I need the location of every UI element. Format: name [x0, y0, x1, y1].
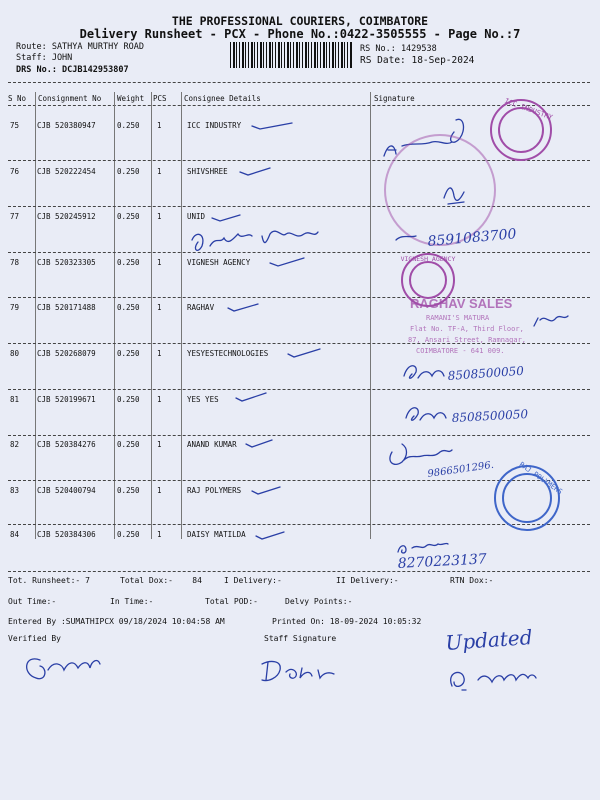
row-consignment: CJB 520384306 [37, 530, 96, 539]
row-pcs: 1 [157, 486, 162, 495]
ii-delivery: II Delivery:- [336, 576, 399, 585]
row-consignee: YES YES [187, 395, 219, 404]
row-weight: 0.250 [117, 486, 140, 495]
row-consignment: CJB 520268079 [37, 349, 96, 358]
row-pcs: 1 [157, 303, 162, 312]
row-consignment: CJB 520222454 [37, 167, 96, 176]
row-weight: 0.250 [117, 530, 140, 539]
row-weight: 0.250 [117, 303, 140, 312]
tick-mark [270, 258, 304, 266]
row-consignment: CJB 520400794 [37, 486, 96, 495]
row-weight: 0.250 [117, 440, 140, 449]
row-consignment: CJB 520380947 [37, 121, 96, 130]
route-label: Route: SATHYA MURTHY ROAD [16, 42, 144, 52]
updated-note: Updated [444, 624, 534, 655]
tick-mark [256, 532, 284, 539]
icc-industry-stamp [491, 97, 554, 160]
tick-mark [246, 440, 272, 447]
in-time: In Time:- [110, 597, 154, 606]
handwritten-phone: 8508500050 [447, 363, 525, 383]
rs-date: RS Date: 18-Sep-2024 [360, 55, 475, 66]
rs-number: RS No.: 1429538 [360, 44, 437, 54]
stamp-line: Flat No. TF-A, Third Floor, [410, 325, 524, 333]
row-pcs: 1 [157, 121, 162, 130]
row-sno: 77 [10, 212, 20, 221]
row-weight: 0.250 [117, 167, 140, 176]
row-sno: 82 [10, 440, 20, 449]
rtn-dox: RTN Dox:- [450, 576, 494, 585]
col-header-consignee: Consignee Details [184, 94, 261, 103]
total-pod: Total POD:- [205, 597, 258, 606]
row-consignment: CJB 520384276 [37, 440, 96, 449]
col-header-consignment: Consignment No [38, 94, 102, 103]
stamp-line: 87, Ansari Street, Ramnagar, [408, 336, 527, 344]
staff-signature-label: Staff Signature [264, 634, 337, 643]
handwritten-signature [406, 408, 446, 421]
row-pcs: 1 [157, 212, 162, 221]
stamp-text: RAJ POLYMERS [517, 460, 564, 497]
delvy-points: Delvy Points:- [285, 597, 353, 606]
handwritten-signature [192, 231, 318, 250]
row-pcs: 1 [157, 440, 162, 449]
row-consignee: YESYESTECHNOLOGIES [187, 349, 269, 358]
drs-number: DRS No.: DCJB142953807 [16, 65, 129, 75]
row-sno: 79 [10, 303, 20, 312]
raghav-sales-stamp [408, 296, 526, 355]
col-header-signature: Signature [374, 94, 415, 103]
row-consignee: RAJ POLYMERS [187, 486, 242, 495]
stamp-line: COIMBATORE - 641 009. [416, 347, 505, 355]
row-consignee: UNID [187, 212, 206, 221]
row-pcs: 1 [157, 167, 162, 176]
handwritten-signature [390, 444, 452, 464]
row-weight: 0.250 [117, 258, 140, 267]
handwritten-phone: 8508500050 [451, 407, 529, 425]
row-sno: 83 [10, 486, 20, 495]
out-time: Out Time:- [8, 597, 57, 606]
row-consignment: CJB 520171488 [37, 303, 96, 312]
tot-runsheet: Tot. Runsheet:- 7 [8, 576, 90, 585]
stamp-text: ICC INDUSTRY [503, 96, 554, 122]
stamp-title: RAGHAV SALES [410, 296, 513, 311]
raj-polymers-stamp [495, 461, 564, 530]
row-weight: 0.250 [117, 349, 140, 358]
row-weight: 0.250 [117, 395, 140, 404]
printed-on: Printed On: 18-09-2024 10:05:32 [272, 617, 422, 626]
verified-by-signature [27, 659, 100, 679]
company-name: THE PROFESSIONAL COURIERS, COIMBATORE [171, 14, 429, 28]
row-pcs: 1 [157, 395, 162, 404]
row-sno: 81 [10, 395, 20, 404]
tick-mark [228, 304, 258, 311]
handwritten-phone: 9866501296. [426, 459, 495, 480]
i-delivery: I Delivery:- [224, 576, 282, 585]
tick-mark [212, 215, 240, 221]
row-consignee: RAGHAV [187, 303, 215, 312]
row-pcs: 1 [157, 530, 162, 539]
col-header-pcs: PCS [153, 94, 167, 103]
handwritten-phone: 8591083700 [426, 226, 518, 250]
tick-mark [252, 487, 280, 494]
handwritten-signature [444, 188, 464, 204]
row-consignee: DAISY MATILDA [187, 530, 246, 539]
col-header-weight: Weight [117, 94, 145, 103]
tick-mark [236, 393, 266, 401]
row-pcs: 1 [157, 258, 162, 267]
tick-mark [288, 349, 320, 357]
tick-mark [240, 168, 270, 175]
entered-by: Entered By :SUMATHIPCX 09/18/2024 10:04:58 AM [8, 617, 225, 626]
row-consignee: SHIVSHREE [187, 167, 228, 176]
row-sno: 80 [10, 349, 20, 358]
row-sno: 75 [10, 121, 20, 130]
row-weight: 0.250 [117, 121, 140, 130]
handwritten-signature [534, 316, 568, 326]
staff-label: Staff: JOHN [16, 53, 73, 63]
row-consignment: CJB 520199671 [37, 395, 96, 404]
handwritten-signature [404, 366, 444, 379]
stamp-text: VIGNESH AGENCY [400, 255, 456, 263]
row-consignment: CJB 520323305 [37, 258, 96, 267]
verified-by-label: Verified By [8, 634, 61, 643]
stamp-line: RAMANI'S MATURA [426, 314, 490, 322]
faint-stamp [385, 135, 495, 245]
row-consignee: ICC INDUSTRY [187, 121, 242, 130]
row-consignee: ANAND KUMAR [187, 440, 237, 449]
updated-signature [451, 672, 536, 690]
row-weight: 0.250 [117, 212, 140, 221]
tick-mark [252, 123, 292, 129]
row-sno: 78 [10, 258, 20, 267]
row-sno: 84 [10, 530, 20, 539]
row-pcs: 1 [157, 349, 162, 358]
total-dox: Total Dox:- 84 [120, 576, 202, 585]
handwritten-phone: 8270223137 [397, 551, 488, 572]
row-sno: 76 [10, 167, 20, 176]
handwritten-signature [398, 543, 448, 553]
row-consignment: CJB 520245912 [37, 212, 96, 221]
staff-signature [262, 662, 334, 681]
row-consignee: VIGNESH AGENCY [187, 258, 251, 267]
col-header-sno: S No [8, 94, 27, 103]
runsheet-title: Delivery Runsheet - PCX - Phone No.:0422-3505555 - Page No.:7 [79, 27, 521, 41]
